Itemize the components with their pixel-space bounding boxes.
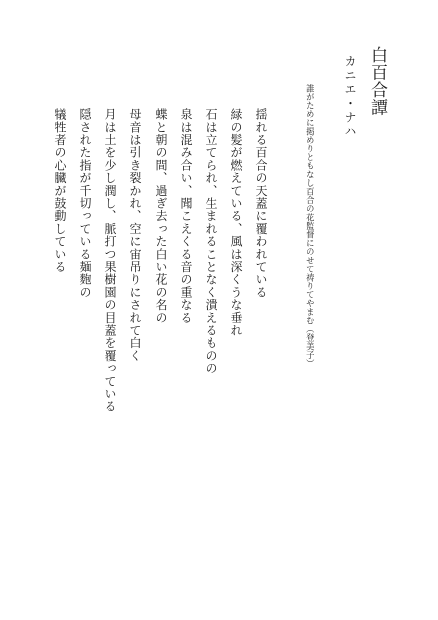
verse-line: 石は立てられ、生まれることなく潰えるものの: [204, 108, 218, 375]
poem-dedication: 誰がために掲めりともなし百合の花監督にのせて祷りてやまむ（登美子）: [305, 84, 316, 368]
verse-line: 隠された指が千切っている麺麭の: [78, 108, 92, 299]
poem-author: カニエ・ナハ: [343, 55, 357, 139]
verse-line: 緑の髪が燃えている、風は深くうな垂れ: [229, 108, 243, 337]
verse-line: 蝶と朝の間、過ぎ去った白い花の名の: [154, 108, 168, 324]
verse-line: 揺れる百合の天蓋に覆われている: [254, 108, 268, 299]
verse-line: 母音は引き裂かれ、空に宙吊りにされて白く: [128, 108, 142, 362]
poem-title: 白百合譚: [367, 46, 387, 116]
verse-line: 犠牲者の心臓が鼓動している: [53, 108, 67, 274]
verse-line: 泉は混み合い、聞こえくる音の重なる: [179, 108, 193, 324]
verse-line: 月は土を少し潤し、脈打つ果樹園の目蓋を覆っている: [103, 108, 117, 413]
